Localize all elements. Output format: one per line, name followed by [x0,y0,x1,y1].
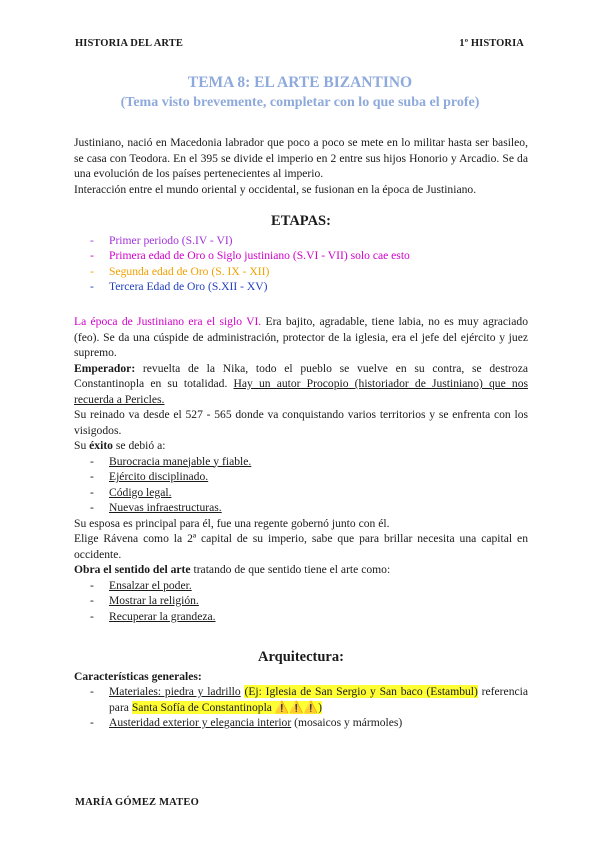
obra-item: - Recuperar la grandeza. [90,609,216,623]
obra-item: - Ensalzar el poder. [90,578,192,592]
etapas-heading: ETAPAS: [271,213,331,229]
ravena-paragraph: Elige Rávena como la 2ª capital de su imperio, sabe que para brillar necesita una capital en occidente. [74,532,528,561]
justiniano-section [74,314,528,624]
justiniano-paragraph: La época de Justiniano era el siglo VI. Era bajito, agradable, tiene labia, no es muy agraciado (feo). Se da una cúspide de administración, protector de la iglesia, era el jefe del ejército y juez supremo. [74,315,528,359]
esposa-paragraph: Su esposa es principal para él, fue una regente gobernó junto con él. [74,516,390,530]
procopio-note: Hay un autor Procopio (historiador de Justiniano) que nos recuerda a Pericles. [74,377,528,406]
exito-item: - Código legal. [90,485,172,499]
footer-author: MARÍA GÓMEZ MATEO [75,797,199,808]
etapa-item: - Primer periodo (S.IV - VI) [90,233,233,247]
etapas-section [74,214,528,295]
page-title: TEMA 8: EL ARTE BIZANTINO [187,74,413,91]
intro-section [74,135,528,197]
arquitectura-heading: Arquitectura: [258,649,344,665]
exito-intro: Su éxito se debió a: [74,439,166,452]
etapa-item: - Primera edad de Oro o Siglo justiniano (S.VI - VII) solo cae esto [90,249,410,262]
obra-item: - Mostrar la religión. [90,594,199,607]
caracteristicas-heading: Características generales: [74,669,202,683]
exito-list [74,454,528,516]
highlight-santa-sofia: Santa Sofía de Constantinopla ⚠️⚠️⚠️) [131,700,322,714]
etapa-item: - Segunda edad de Oro (S. IX - XII) [90,264,270,278]
emperador-paragraph: Emperador: revuelta de la Nika, todo el pueblo se vuelve en su contra, se destroza Constantinopla en su totalidad. Hay un autor Procopio (historiador de Justiniano) que nos recuerda a Pericles. [74,361,528,406]
arquitectura-item: - Austeridad exterior y elegancia interior (mosaicos y mármoles) [90,716,403,729]
arquitectura-item: - Materiales: piedra y ladrillo (Ej: Iglesia de San Sergio y San baco (Estambul) referencia para Santa Sofía de Constantinopla ⚠️⚠️⚠️) [90,685,529,714]
arquitectura-section [74,650,528,731]
highlight-example: (Ej: Iglesia de San Sergio y San baco (Estambul) [244,685,478,698]
exito-item: - Nuevas infraestructuras. [90,501,222,514]
siglo-vi-highlight: La época de Justiniano era el siglo VI. [74,315,262,328]
obra-list [74,578,528,625]
page-subtitle: (Tema visto brevemente, completar con lo que suba el profe) [120,95,480,110]
exito-item: - Ejército disciplinado. [90,470,209,483]
etapa-item: - Tercera Edad de Oro (S.XII - XV) [90,280,268,293]
intro-paragraph-1: Justiniano, nació en Macedonia labrador que poco a poco se mete en lo militar hasta ser basileo, se casa con Teodora. En el 395 se divide el imperio en 2 entre sus hijos Honorio y Arcadio. Se da una evolución de los países pertenecientes al imperio. [74,136,528,180]
reinado-paragraph: Su reinado va desde el 527 - 565 donde va conquistando varios territorios y se enfrenta con los visigodos. [74,408,528,437]
header-course: 1º HISTORIA [459,38,524,49]
etapas-list [74,233,528,295]
intro-paragraph-2: Interacción entre el mundo oriental y occidental, se fusionan en la época de Justiniano. [74,182,477,196]
header-subject: HISTORIA DEL ARTE [75,38,183,49]
arquitectura-list [74,684,528,731]
emperador-label: Emperador: [74,361,136,375]
obra-paragraph: Obra el sentido del arte tratando de que sentido tiene el arte como: [74,563,391,576]
exito-item: - Burocracia manejable y fiable. [90,454,252,468]
